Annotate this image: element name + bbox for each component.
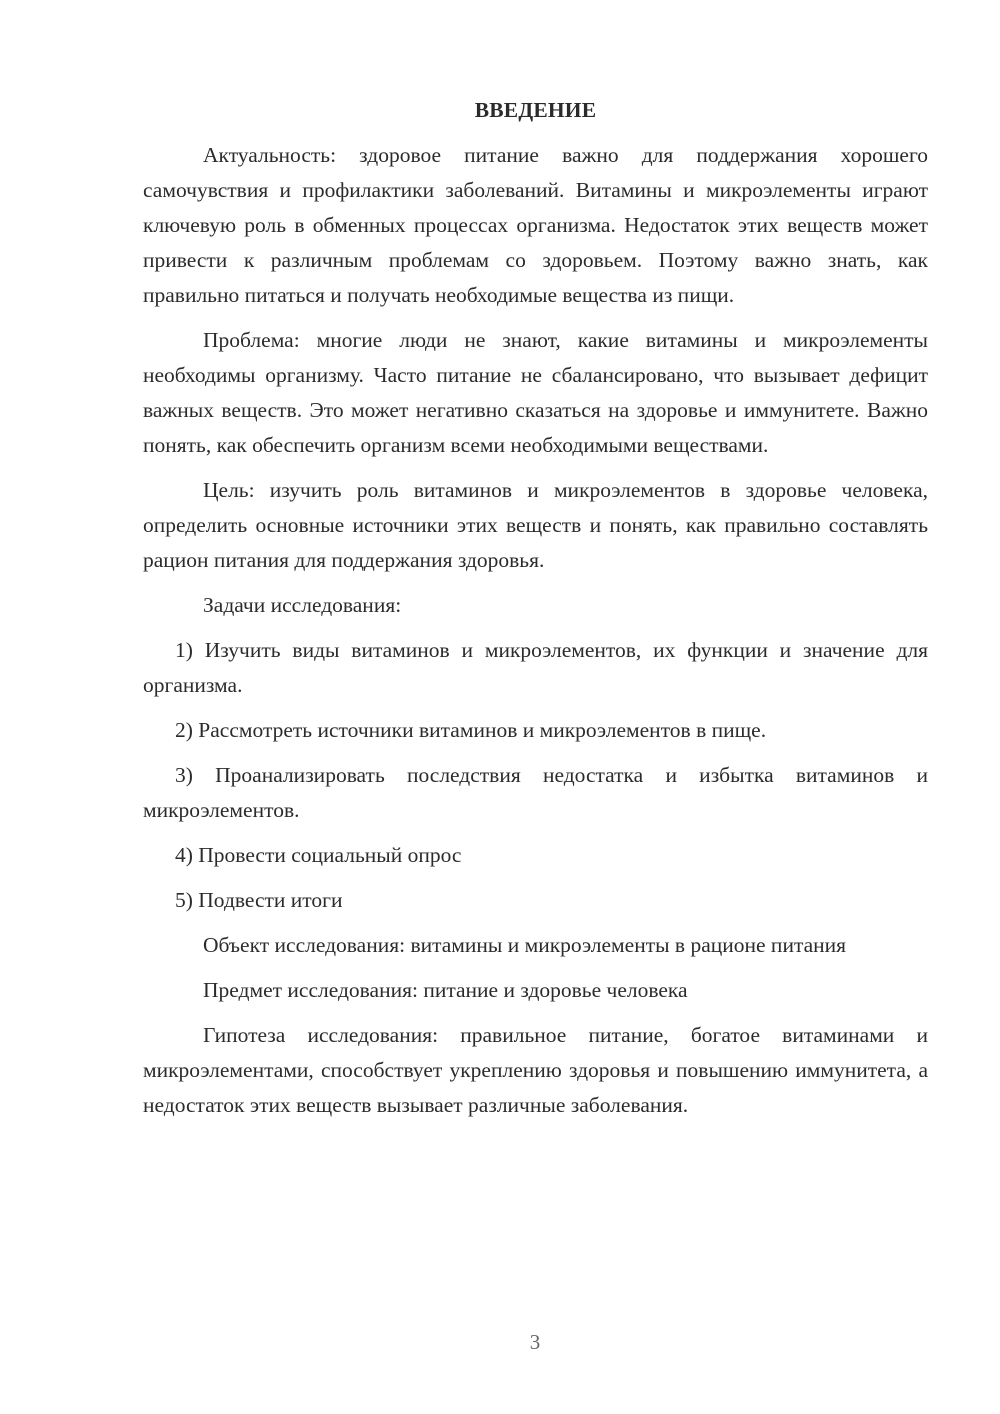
tasks-heading: Задачи исследования: <box>203 593 402 617</box>
goal-paragraph: Цель: изучить роль витаминов и микроэлементов в здоровье человека, определить основные источники этих веществ и понять, как правильно составлять рацион питания для поддержания здоровья. <box>143 478 928 572</box>
task-item-4: 4) Провести социальный опрос <box>175 843 462 867</box>
relevance-paragraph: Актуальность: здоровое питание важно для поддержания хорошего самочувствия и профилактики заболеваний. Витамины и микроэлементы играют ключевую роль в обменных процессах организма. Недостаток этих веществ может привести к различным проблемам со здоровьем. Поэтому важно знать, как правильно питаться и получать необходимые вещества из пищи. <box>143 143 928 307</box>
page-number: 3 <box>529 1330 541 1354</box>
task-item-5: 5) Подвести итоги <box>175 888 343 912</box>
task-item-3: 3) Проанализировать последствия недостатка и избытка витаминов и микроэлементов. <box>143 763 928 822</box>
task-item-2: 2) Рассмотреть источники витаминов и микроэлементов в пище. <box>175 718 767 742</box>
problem-paragraph: Проблема: многие люди не знают, какие витамины и микроэлементы необходимы организму. Часто питание не сбалансировано, что вызывает дефицит важных веществ. Это может негативно сказаться на здоровье и иммунитете. Важно понять, как обеспечить организм всеми необходимыми веществами. <box>143 328 928 457</box>
task-item-1: 1) Изучить виды витаминов и микроэлементов, их функции и значение для организма. <box>143 638 928 697</box>
page-title: ВВЕДЕНИЕ <box>474 98 597 122</box>
document-page <box>143 93 928 1133</box>
object-paragraph: Объект исследования: витамины и микроэлементы в рационе питания <box>203 933 847 957</box>
hypothesis-paragraph: Гипотеза исследования: правильное питание, богатое витаминами и микроэлементами, способствует укреплению здоровья и повышению иммунитета, а недостаток этих веществ вызывает различные заболевания. <box>143 1023 928 1117</box>
subject-paragraph: Предмет исследования: питание и здоровье человека <box>203 978 688 1002</box>
